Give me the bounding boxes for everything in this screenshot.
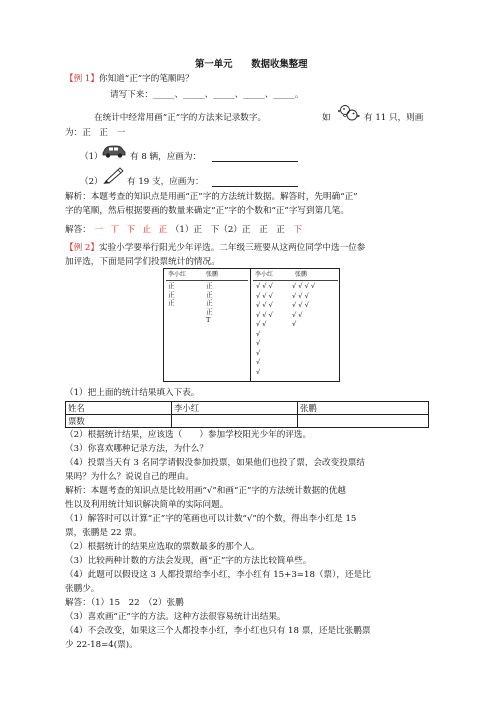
tally-lixiaohong-check-row-10: √ xyxy=(256,367,261,376)
table-row xyxy=(66,402,429,415)
example-2-question-1: （1）把上面的统计结果填入下表。 xyxy=(65,388,200,398)
table-cell: 姓名 xyxy=(66,402,172,415)
analysis-2-line-6: （3）比较两种计数的方法会发现，画“正”字的方法比较简单些。 xyxy=(65,556,312,566)
analysis-2-line-8: 张鹏少。 xyxy=(65,584,100,594)
unit-title: 第一单元 数据收集整理 xyxy=(195,59,308,70)
tally-right-header-2: 张鹏 xyxy=(295,271,308,278)
tally-zhangpeng-check-row-2: √ √ √ xyxy=(292,291,309,300)
stroke-1: 一 xyxy=(94,225,104,235)
analysis-2-line-4: 票，张鹏是 22 票。 xyxy=(65,528,142,538)
analysis-2-line-2: 性以及利用统计知识解决简单的实际问题。 xyxy=(65,500,229,510)
tally-zhangpeng-zheng-2: 正 xyxy=(206,290,213,299)
table-cell: 张鹏 xyxy=(298,402,429,415)
example-1-question: 你知道“正”字的笔顺吗？ xyxy=(98,74,194,84)
question-2-blank[interactable] xyxy=(212,178,298,187)
tally-lixiaohong-check-row-6: √ xyxy=(256,329,261,338)
example-2-tag: 【例 2】 xyxy=(65,243,99,253)
answer-2-line-4: 少 22-18=4(票)。 xyxy=(65,640,138,650)
example-2-question-3: （3）你喜欢哪种记录方法，为什么？ xyxy=(65,444,208,454)
tally-zhangpeng-zheng-3: 正 xyxy=(206,299,213,307)
answer-label: 解答： xyxy=(65,225,91,235)
question-1-number: （1） xyxy=(80,152,103,162)
tally-zhangpeng-check-row-5: √ xyxy=(292,320,297,328)
answer-2-line-1: 解答：（1）15 22 （2）张鹏 xyxy=(65,598,184,608)
example-2-question-4-line-1: （4）投票当天有 3 名同学请假没参加投票，如果他们也投了票，会改变投票结 xyxy=(65,458,365,468)
tally-left-header-2: 张鹏 xyxy=(206,271,219,278)
example-1-paragraph-c: 有 11 只，则画 xyxy=(364,113,424,123)
tally-lixiaohong-check-row-7: √ xyxy=(256,339,261,347)
stroke-2: 丅 xyxy=(110,225,120,235)
vote-count-table xyxy=(65,401,429,428)
example-2-question-2: （2）根据统计结果，应该选（ ）参加学校阳光少年的评选。 xyxy=(65,430,312,440)
example-1-paragraph-a: 在统计中经常用画“正”字的方法来记录数字。 xyxy=(94,113,267,123)
tally-zhangpeng-check-row-1: √ √ √ √ xyxy=(292,282,316,290)
tally-zhangpeng-check-row-4: √ √ xyxy=(292,310,303,319)
example-2-question-4-line-2: 果吗？为什么？说说自己的理由。 xyxy=(65,472,194,482)
tally-left-header-rule xyxy=(166,280,248,281)
example-1-prompt: 请写下来：_____、_____、_____、_____、_____。 xyxy=(110,90,304,100)
question-2-number: （2） xyxy=(80,177,103,187)
tally-lixiaohong-zheng-1: 正 xyxy=(168,282,175,290)
question-1-text: 有 8 辆，应画为： xyxy=(130,152,202,162)
answer-2-line-2: （3）喜欢画“正”字的方法。这种方法很容易统计出结果。 xyxy=(65,612,286,622)
tally-lixiaohong-check-row-9: √ xyxy=(256,358,261,366)
tally-right-header-rule xyxy=(253,280,338,281)
tally-divider xyxy=(250,269,251,381)
tally-left-header-1: 李小红 xyxy=(168,271,187,278)
stroke-3: 下 xyxy=(126,225,136,235)
analysis-2-line-5: （2）根据统计的结果应选取的票数最多的那个人。 xyxy=(65,542,260,552)
tally-lixiaohong-check-row-2: √ √ √ xyxy=(256,291,273,300)
analysis-2-line-3: （1）解答时可以计算“正”字的笔画也可以计数“√”的个数，得出李小红是 15 xyxy=(65,514,357,524)
tally-lixiaohong-check-row-8: √ xyxy=(256,348,261,357)
tally-zhangpeng-zheng-1: 正 xyxy=(206,282,213,290)
tally-right-header-1: 李小红 xyxy=(255,271,274,278)
stroke-5: 正 xyxy=(158,225,168,235)
tally-zhangpeng-zheng-4: 正 xyxy=(206,307,213,316)
analysis-2-line-7: （4）此题可以假设这 3 人都投票给李小红，李小红有 15+3=18（票），还是比 xyxy=(65,570,371,580)
tally-zhangpeng-zheng-5: T xyxy=(206,316,211,324)
tally-lixiaohong-zheng-2: 正 xyxy=(168,290,175,299)
answer-2-line-3: （4）不会改变，如果这三个人都投李小红，李小红也只有 18 票，还是比张鹏票 xyxy=(65,626,371,636)
question-2-text: 有 19 支，应画为： xyxy=(127,177,204,187)
analysis-1-line-2: 字的笔顺，然后根据要画的数量来确定“正”字的个数和“正”字写到第几笔。 xyxy=(65,206,349,216)
vote-input-lixiaohong[interactable] xyxy=(172,415,298,428)
vote-input-zhangpeng[interactable] xyxy=(298,415,429,428)
example-1-heading xyxy=(65,75,194,84)
example-1-paragraph-b: 如 xyxy=(322,113,331,123)
chicks-icon xyxy=(338,103,360,123)
tally-lixiaohong-zheng-3: 正 xyxy=(168,299,175,307)
example-1-tag: 【例 1】 xyxy=(65,74,99,84)
example-2-heading xyxy=(65,244,365,253)
analysis-1-line-1: 解析：本题考查的知识点是用画“正”字的方法统计数据。解答时，先明确“正” xyxy=(65,192,358,202)
pencil-icon xyxy=(103,166,125,184)
example-2-text-2: 加评选，下面是同学们投票统计的情况。 xyxy=(65,257,220,267)
example-1-paragraph-d: 为：正 正 一 xyxy=(65,128,126,138)
tally-lixiaohong-check-row-5: √ √ xyxy=(256,320,267,328)
analysis-2-line-1: 解析：本题考查的知识点是比较用画“√”和画“正”字的方法统计数据的优越 xyxy=(65,486,346,496)
example-1-answer xyxy=(65,226,302,235)
car-icon xyxy=(101,144,127,158)
tally-lixiaohong-check-row-4: √ √ √ xyxy=(256,310,273,319)
table-cell: 李小红 xyxy=(172,402,298,415)
tally-lixiaohong-check-row-3: √ √ √ xyxy=(256,301,273,309)
answer-rest: （1）正 下（2）正 正 正 xyxy=(170,225,294,235)
question-1-blank[interactable] xyxy=(212,153,298,162)
tally-table xyxy=(163,268,340,382)
example-2-text-1: 实验小学要举行阳光少年评选。二年级三班要从这两位同学中选一位参 xyxy=(98,243,366,253)
answer-last: 下 xyxy=(293,225,303,235)
table-cell: 票数 xyxy=(66,415,172,428)
table-row xyxy=(66,415,429,428)
tally-lixiaohong-check-row-1: √ √ √ xyxy=(256,282,273,290)
tally-zhangpeng-check-row-3: √ √ √ xyxy=(292,301,309,309)
stroke-4: 止 xyxy=(142,225,152,235)
